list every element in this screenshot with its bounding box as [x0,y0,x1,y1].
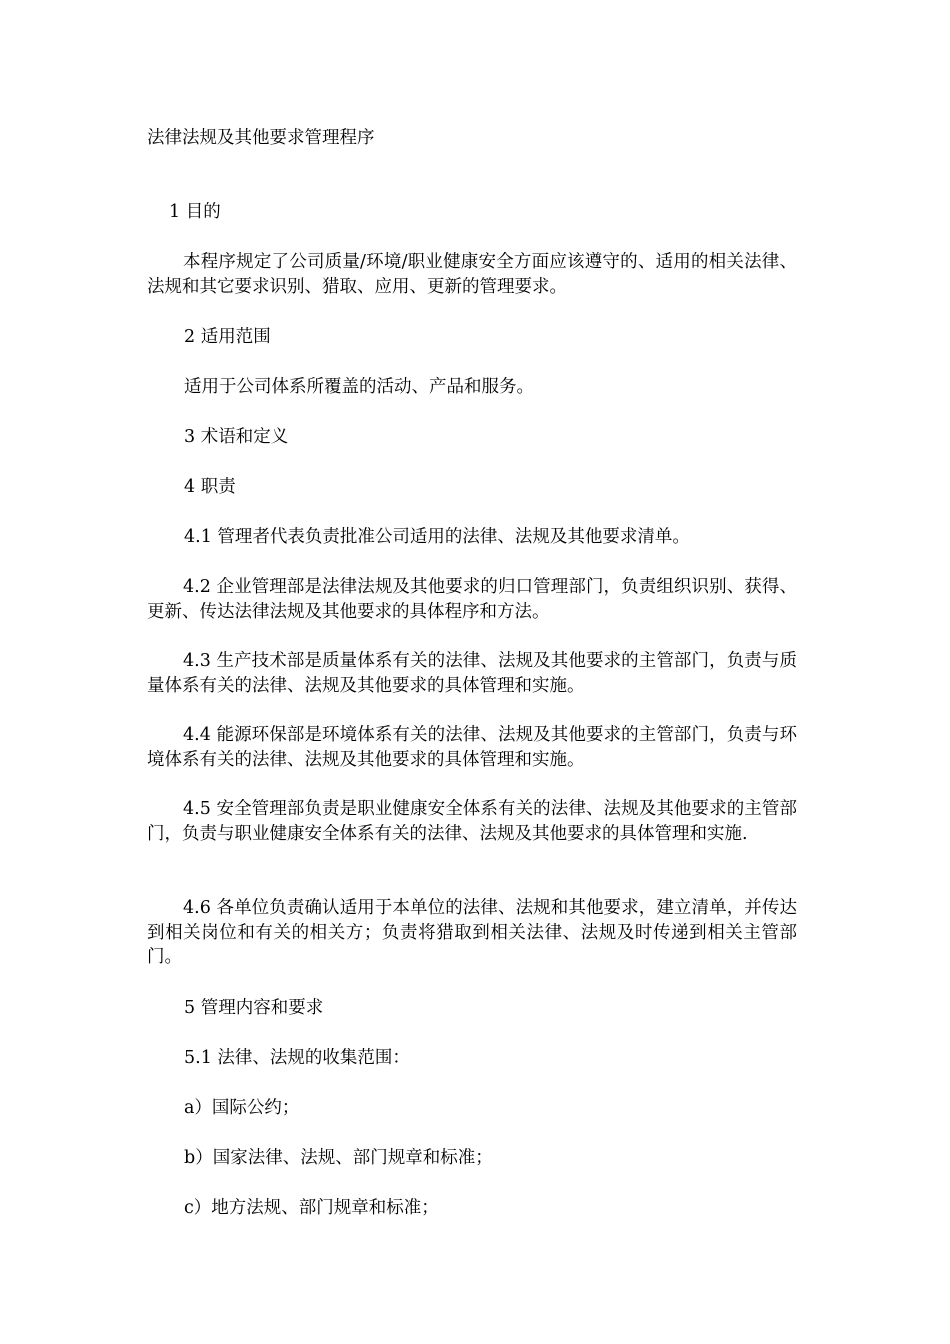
section-1-heading: 1 目的 [169,202,221,222]
section-2-heading: 2 适用范围 [184,327,271,347]
section-5-1: 5.1 法律、法规的收集范围： [184,1048,410,1068]
list-item-b: b）国家法律、法规、部门规章和标准； [184,1148,493,1168]
section-4-5: 4.5 安全管理部负责是职业健康安全体系有关的法律、法规及其他要求的主管部门，负责与职业健康安全体系有关的法律、法规及其他要求的具体管理和实施. [147,799,797,844]
section-2-body: 适用于公司体系所覆盖的活动、产品和服务。 [184,377,534,397]
section-4-heading: 4 职责 [184,477,236,497]
section-4-3: 4.3 生产技术部是质量体系有关的法律、法规及其他要求的主管部门，负责与质量体系有关的法律、法规及其他要求的具体管理和实施。 [147,651,797,696]
section-3-heading: 3 术语和定义 [184,427,289,447]
section-1-body: 本程序规定了公司质量/环境/职业健康安全方面应该遵守的、适用的相关法律、法规和其它要求识别、猎取、应用、更新的管理要求。 [147,252,797,297]
section-4-2: 4.2 企业管理部是法律法规及其他要求的归口管理部门，负责组织识别、获得、更新、传达法律法规及其他要求的具体程序和方法。 [147,577,797,622]
list-item-a: a）国际公约； [184,1098,300,1118]
document-title: 法律法规及其他要求管理程序 [147,128,375,148]
section-4-4: 4.4 能源环保部是环境体系有关的法律、法规及其他要求的主管部门，负责与环境体系有关的法律、法规及其他要求的具体管理和实施。 [147,725,797,770]
list-item-c: c）地方法规、部门规章和标准； [184,1198,439,1218]
document-page [147,0,807,1344]
section-5-heading: 5 管理内容和要求 [184,998,324,1018]
section-4-6: 4.6 各单位负责确认适用于本单位的法律、法规和其他要求，建立清单，并传达到相关岗位和有关的相关方；负责将猎取到相关法律、法规及时传递到相关主管部门。 [147,898,797,967]
section-4-1: 4.1 管理者代表负责批准公司适用的法律、法规及其他要求清单。 [184,527,690,547]
